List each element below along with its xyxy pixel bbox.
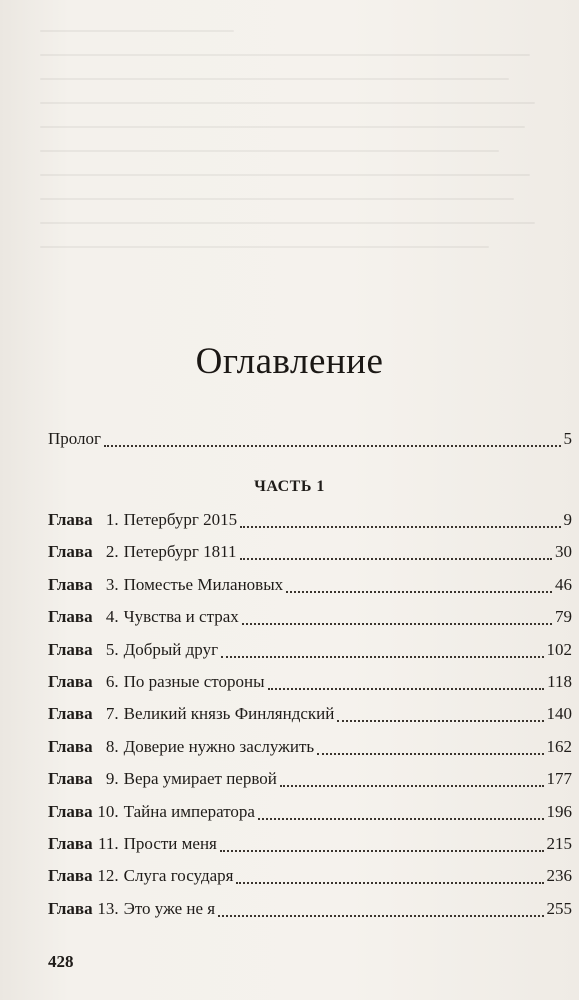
dot-leader — [220, 850, 544, 852]
toc-entry-chapter[interactable] — [48, 606, 572, 628]
chapter-label: Глава — [48, 510, 93, 529]
chapter-title: Слуга государя — [123, 866, 234, 886]
toc-entry-chapter[interactable] — [48, 833, 572, 855]
dot-leader — [221, 656, 543, 658]
toc-entry-chapter[interactable] — [48, 509, 572, 531]
toc-entry-name: Пролог — [48, 429, 102, 448]
chapter-label: Глава — [48, 736, 93, 756]
chapter-title: Великий князь Финляндский — [123, 704, 335, 724]
dot-leader — [218, 915, 543, 917]
chapter-title: Поместье Милановых — [123, 574, 284, 594]
toc-entry-chapter[interactable] — [48, 671, 572, 693]
chapter-title: По разные стороны — [123, 672, 265, 691]
dot-leader — [236, 882, 543, 884]
chapter-page: 30 — [555, 542, 572, 562]
chapter-page: 177 — [546, 769, 572, 789]
dot-leader — [104, 445, 560, 447]
chapter-number: 10. — [97, 801, 119, 821]
toc-title: Оглавление — [195, 341, 384, 382]
chapter-title: Добрый друг — [123, 639, 219, 659]
chapter-page: 236 — [546, 866, 572, 886]
chapter-title: Петербург 1811 — [123, 542, 237, 562]
chapter-title: Доверие нужно заслужить — [123, 736, 315, 756]
dot-leader — [286, 591, 552, 593]
chapter-page: 140 — [546, 704, 572, 724]
toc-entry-chapter[interactable] — [48, 736, 572, 758]
chapter-title: Это уже не я — [123, 898, 216, 918]
chapter-number: 7. — [105, 704, 119, 724]
chapter-label: Глава — [48, 672, 93, 691]
chapter-page: 196 — [546, 801, 572, 821]
chapter-label: Глава — [48, 898, 93, 918]
toc-entry-chapter[interactable] — [48, 865, 572, 887]
chapter-page: 102 — [546, 639, 572, 659]
toc-entry-chapter[interactable] — [48, 768, 572, 790]
dot-leader — [317, 753, 543, 755]
chapter-label: Глава — [48, 801, 93, 821]
dot-leader — [280, 785, 544, 787]
chapter-label: Глава — [48, 574, 93, 594]
toc-entry-chapter[interactable] — [48, 703, 572, 725]
part-heading: ЧАСТЬ 1 — [254, 478, 325, 495]
chapter-page: 118 — [547, 672, 572, 691]
dot-leader — [242, 623, 552, 625]
chapter-page: 255 — [546, 898, 572, 918]
chapter-label: Глава — [48, 607, 93, 627]
chapter-number: 3. — [105, 574, 119, 594]
toc-entry-page: 5 — [563, 429, 572, 448]
chapter-number: 11. — [98, 834, 119, 853]
chapter-number: 1. — [105, 510, 119, 529]
dot-leader — [258, 818, 544, 820]
page-number: 428 — [48, 952, 74, 971]
toc-entry-chapter[interactable] — [48, 574, 572, 596]
chapter-page: 215 — [546, 834, 572, 853]
chapter-number: 8. — [105, 736, 119, 756]
chapter-number: 2. — [105, 542, 119, 562]
chapter-number: 6. — [105, 672, 119, 691]
dot-leader — [337, 720, 543, 722]
chapter-number: 12. — [97, 866, 119, 886]
chapter-title: Прости меня — [123, 834, 217, 853]
chapter-label: Глава — [48, 704, 93, 724]
dot-leader — [240, 558, 552, 560]
toc-entry-chapter[interactable] — [48, 541, 572, 563]
dot-leader — [268, 688, 545, 690]
show-through-texture — [40, 30, 550, 340]
chapter-page: 46 — [555, 574, 572, 594]
toc-entry-chapter[interactable] — [48, 898, 572, 920]
toc-entry-prologue[interactable] — [48, 428, 572, 450]
toc-entry-chapter[interactable] — [48, 639, 572, 661]
chapter-label: Глава — [48, 542, 93, 562]
chapter-label: Глава — [48, 866, 93, 886]
chapter-number: 5. — [105, 639, 119, 659]
chapter-title: Чувства и страх — [123, 607, 239, 627]
chapter-label: Глава — [48, 769, 93, 789]
chapter-label: Глава — [48, 639, 93, 659]
toc-entry-chapter[interactable] — [48, 801, 572, 823]
chapter-number: 4. — [105, 607, 119, 627]
chapter-page: 9 — [563, 510, 572, 529]
chapter-page: 162 — [546, 736, 572, 756]
dot-leader — [240, 526, 560, 528]
chapter-number: 9. — [105, 769, 119, 789]
chapter-label: Глава — [48, 834, 93, 853]
chapter-title: Петербург 2015 — [123, 510, 238, 529]
chapter-title: Тайна императора — [123, 801, 255, 821]
chapter-title: Вера умирает первой — [123, 769, 277, 789]
chapter-page: 79 — [555, 607, 572, 627]
chapter-number: 13. — [97, 898, 119, 918]
